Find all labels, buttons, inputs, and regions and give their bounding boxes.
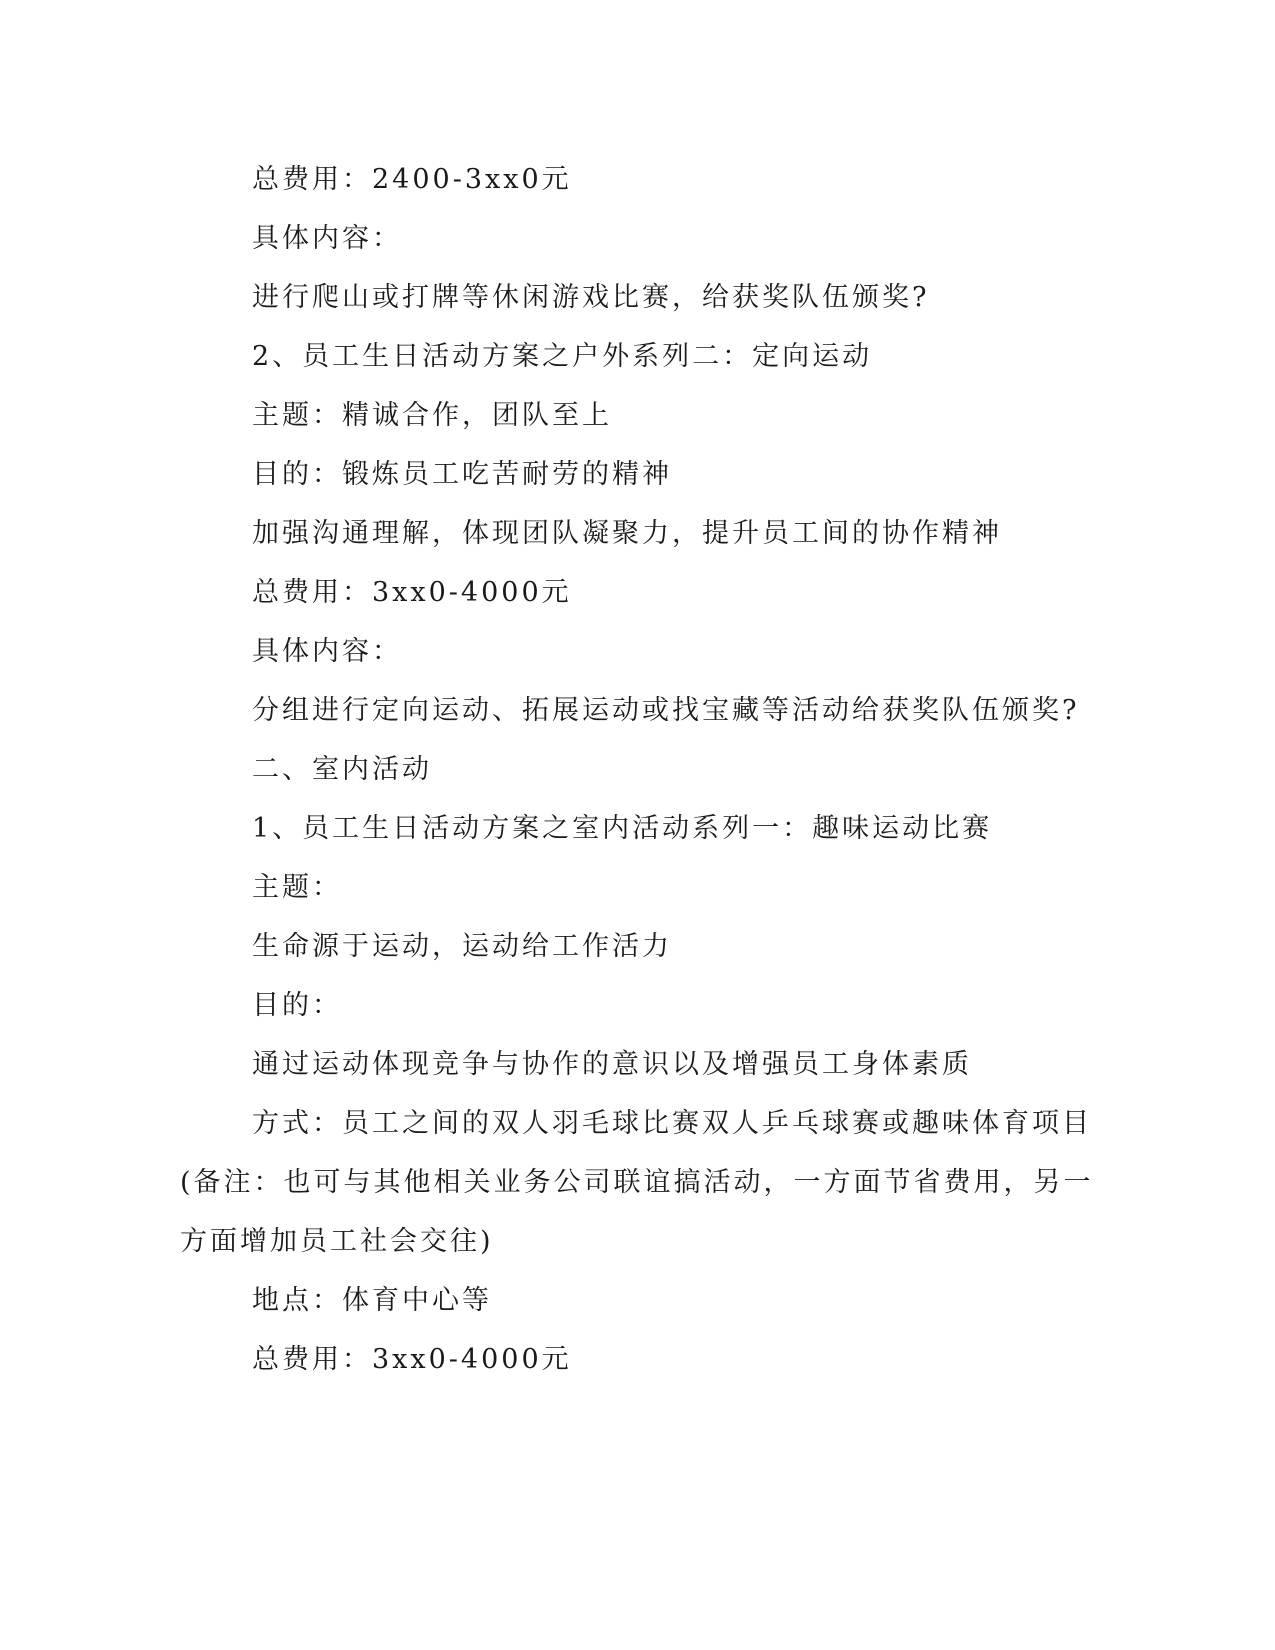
content-text-2: 分组进行定向运动、拓展运动或找宝藏等活动给获奖队伍颁奖? bbox=[252, 695, 1080, 726]
content-heading-1: 具体内容： bbox=[252, 223, 402, 254]
remark-line-1: (备注：也可与其他相关业务公司联谊搞活动，一方面节省费用，另一 bbox=[180, 1167, 1094, 1198]
total-cost-line-1: 总费用：2400-3xx0元 bbox=[252, 164, 572, 195]
content-text-1: 进行爬山或打牌等休闲游戏比赛，给获奖队伍颁奖? bbox=[252, 282, 930, 313]
method-line: 方式：员工之间的双人羽毛球比赛双人乒乓球赛或趣味体育项目 bbox=[252, 1108, 1092, 1139]
purpose-text-2: 通过运动体现竞争与协作的意识以及增强员工身体素质 bbox=[252, 1049, 972, 1080]
location-line: 地点：体育中心等 bbox=[252, 1285, 492, 1316]
section-heading-outdoor-2: 2、员工生日活动方案之户外系列二：定向运动 bbox=[252, 341, 873, 372]
theme-label-2: 主题： bbox=[252, 872, 342, 903]
theme-line-1: 主题：精诚合作，团队至上 bbox=[252, 400, 612, 431]
theme-text-2: 生命源于运动，运动给工作活力 bbox=[252, 931, 672, 962]
purpose-detail-1: 加强沟通理解，体现团队凝聚力，提升员工间的协作精神 bbox=[252, 518, 1002, 549]
content-heading-2: 具体内容： bbox=[252, 636, 402, 667]
section-heading-indoor-1: 1、员工生日活动方案之室内活动系列一：趣味运动比赛 bbox=[252, 813, 993, 844]
section-heading-indoor: 二、室内活动 bbox=[252, 754, 432, 785]
total-cost-line-3: 总费用：3xx0-4000元 bbox=[252, 1344, 572, 1375]
purpose-line-1: 目的：锻炼员工吃苦耐劳的精神 bbox=[252, 459, 672, 490]
remark-line-2: 方面增加员工社会交往) bbox=[180, 1226, 494, 1257]
total-cost-line-2: 总费用：3xx0-4000元 bbox=[252, 577, 572, 608]
purpose-label-2: 目的： bbox=[252, 990, 342, 1021]
